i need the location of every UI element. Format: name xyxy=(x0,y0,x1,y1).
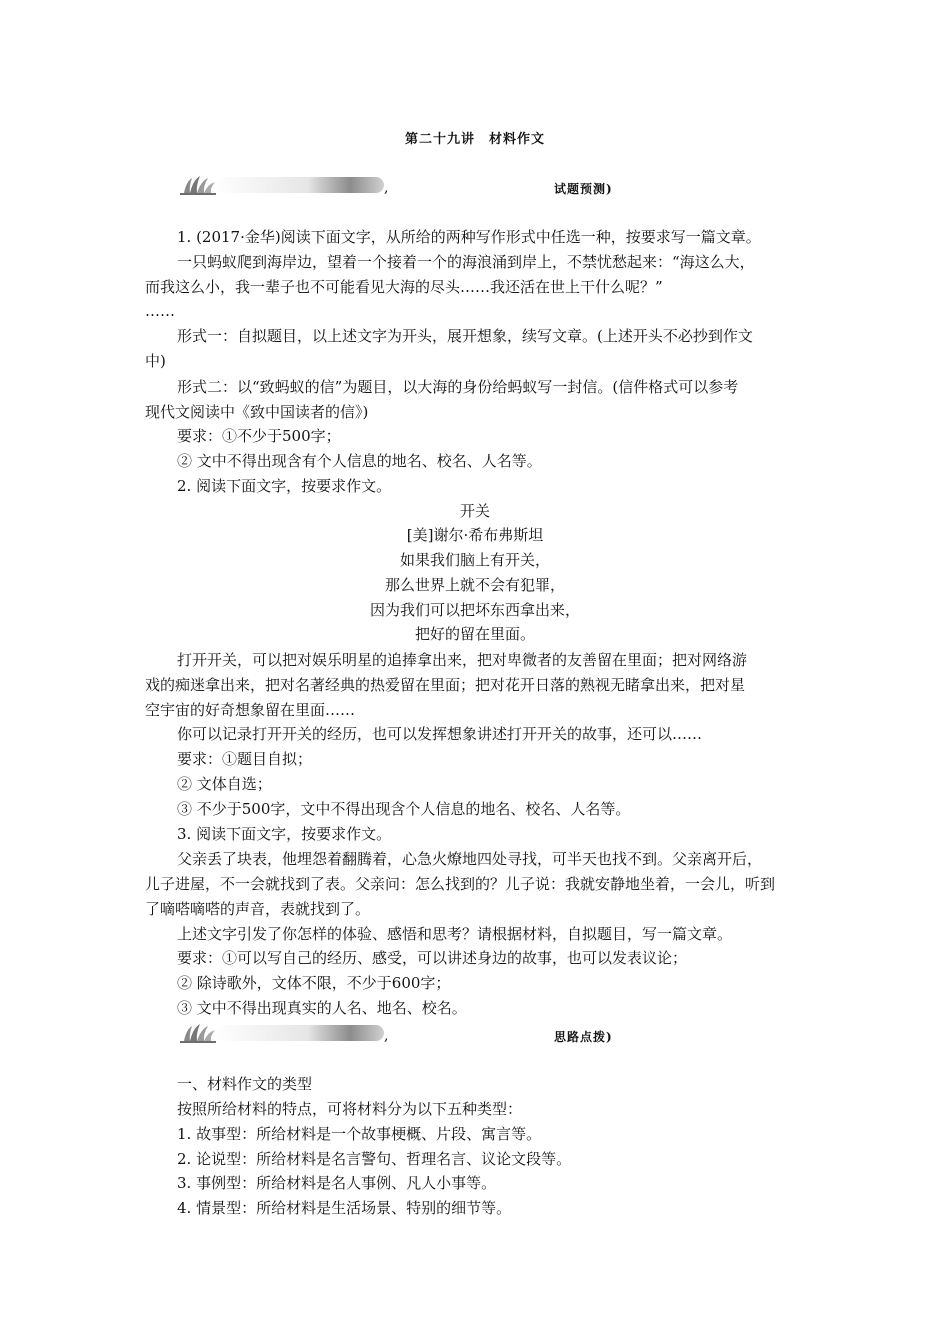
question-1-requirement: ② 文中不得出现含有个人信息的地名、校名、人名等。 xyxy=(177,452,542,470)
question-3-material: 儿子进屋，不一会就找到了表。父亲问：怎么找到的？儿子说：我就安静地坐着，一会儿，听到 xyxy=(145,875,776,893)
question-1-form-one: 形式一：自拟题目，以上述文字为开头，展开想象，续写文章。(上述开头不必抄到作文 xyxy=(177,327,753,345)
banner-label-predict: 试题预测) xyxy=(554,182,613,196)
poem-author: [美]谢尔·希布弗斯坦 xyxy=(406,526,544,544)
list-item: 4. 情景型：所给材料是生活场景、特别的细节等。 xyxy=(177,1199,512,1217)
banner-comma: , xyxy=(384,180,389,196)
question-3-prompt: 上述文字引发了你怎样的体验、感悟和思考？请根据材料，自拟题目，写一篇文章。 xyxy=(177,925,733,943)
question-2-paragraph: 你可以记录打开开关的经历，也可以发挥想象讲述打开开关的故事，还可以…… xyxy=(177,725,703,743)
poem-line: 把好的留在里面。 xyxy=(414,625,535,643)
question-1-material: 而我这么小，我一辈子也不可能看见大海的尽头……我还活在世上干什么呢？” xyxy=(145,278,663,296)
banner-bar xyxy=(214,177,384,193)
question-2-requirement: ② 文体自选； xyxy=(177,775,272,793)
poem-line: 因为我们可以把坏东西拿出来， xyxy=(369,601,580,619)
question-2-paragraph: 打开开关，可以把对娱乐明星的追捧拿出来，把对卑微者的友善留在里面；把对网络游 xyxy=(177,651,748,669)
fan-ornament-icon xyxy=(178,174,218,196)
poem-title: 开关 xyxy=(459,502,490,520)
section-banner-predict xyxy=(178,174,388,196)
question-3-material: 了嘀嗒嘀嗒的声音，表就找到了。 xyxy=(145,900,371,918)
page-title: 第二十九讲 材料作文 xyxy=(404,132,545,147)
section-intro: 按照所给材料的特点，可将材料分为以下五种类型： xyxy=(177,1100,523,1118)
question-1-form-two: 现代文阅读中《致中国读者的信》) xyxy=(145,403,369,421)
question-1-requirement: 要求：①不少于500字； xyxy=(177,427,341,445)
question-1-material: 一只蚂蚁爬到海岸边，望着一个接着一个的海浪涌到岸上，不禁忧愁起来：“海这么大， xyxy=(177,253,755,271)
question-2-requirement: 要求：①题目自拟； xyxy=(177,750,313,768)
fan-ornament-icon xyxy=(178,1022,218,1044)
list-item: 1. 故事型：所给材料是一个故事梗概、片段、寓言等。 xyxy=(177,1125,542,1143)
list-item: 2. 论说型：所给材料是名言警句、哲理名言、议论文段等。 xyxy=(177,1150,572,1168)
question-3-requirement: ② 除诗歌外，文体不限，不少于600字； xyxy=(177,974,451,992)
banner-label-hints: 思路点拨) xyxy=(554,1030,613,1044)
question-3-material: 父亲丢了块表，他埋怨着翻腾着，心急火燎地四处寻找，可半天也找不到。父亲离开后， xyxy=(177,850,763,868)
question-3-intro: 3. 阅读下面文字，按要求作文。 xyxy=(177,825,392,843)
banner-bar xyxy=(214,1025,384,1041)
poem-line: 那么世界上就不会有犯罪， xyxy=(384,576,565,594)
list-item: 3. 事例型：所给材料是名人事例、凡人小事等。 xyxy=(177,1174,497,1192)
question-1-form-one: 中) xyxy=(145,352,166,370)
question-2-paragraph: 戏的痴迷拿出来，把对名著经典的热爱留在里面；把对花开日落的熟视无睹拿出来，把对星 xyxy=(145,676,746,694)
question-2-intro: 2. 阅读下面文字，按要求作文。 xyxy=(177,477,392,495)
question-3-requirement: ③ 文中不得出现真实的人名、地名、校名。 xyxy=(177,999,467,1017)
question-1-form-two: 形式二：以“致蚂蚁的信”为题目，以大海的身份给蚂蚁写一封信。(信件格式可以参考 xyxy=(177,378,739,396)
question-2-requirement: ③ 不少于500字，文中不得出现含个人信息的地名、校名、人名等。 xyxy=(177,800,631,818)
banner-comma: , xyxy=(384,1028,389,1044)
question-2-paragraph: 空宇宙的好奇想象留在里面…… xyxy=(145,701,356,719)
question-3-requirement: 要求：①可以写自己的经历、感受，可以讲述身边的故事，也可以发表议论； xyxy=(177,949,688,967)
section-banner-hints xyxy=(178,1022,388,1044)
question-1-intro: 1. (2017·金华)阅读下面文字，从所给的两种写作形式中任选一种，按要求写一篇文章。 xyxy=(177,228,761,246)
question-1-material: …… xyxy=(145,302,175,320)
poem-line: 如果我们脑上有开关， xyxy=(399,551,550,569)
section-heading: 一、材料作文的类型 xyxy=(177,1075,313,1093)
